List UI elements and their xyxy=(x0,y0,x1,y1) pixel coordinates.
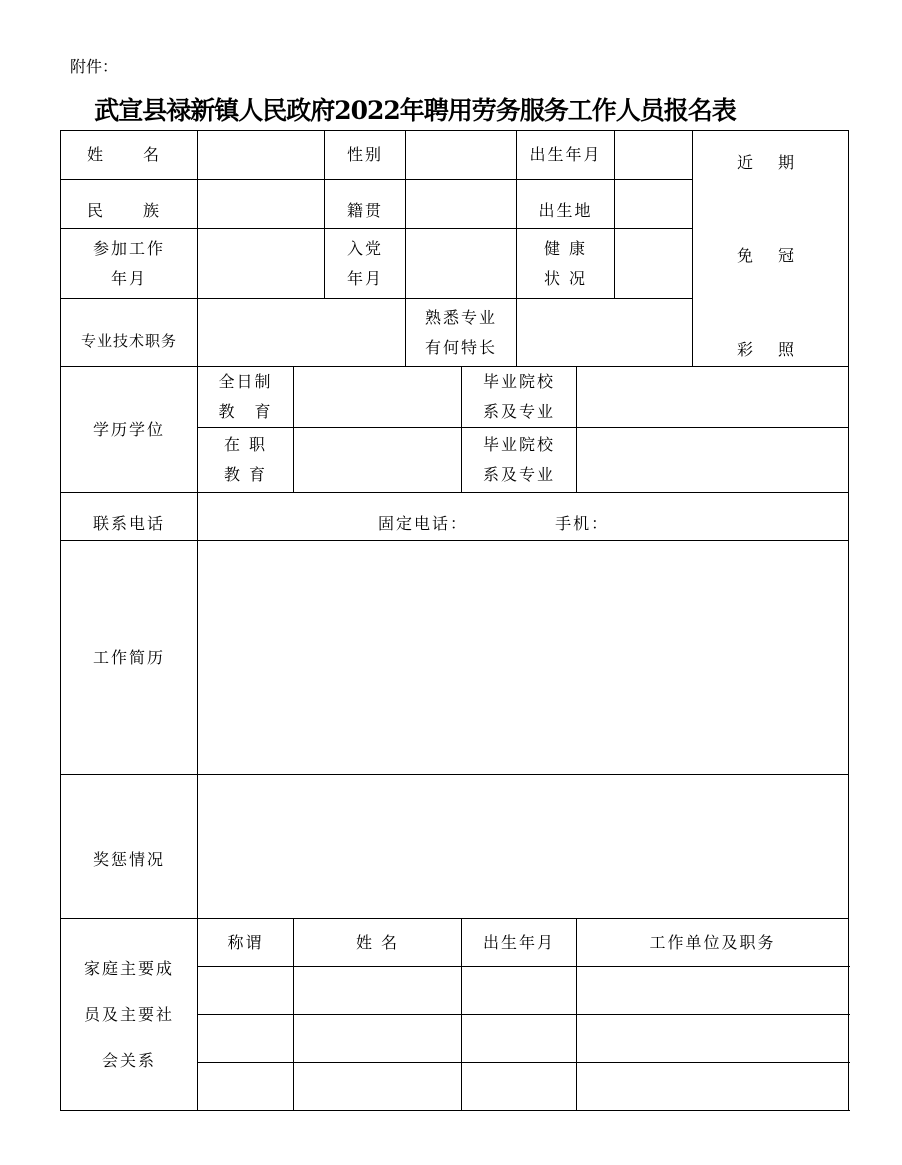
fulltime-education-label-line1: 全日制 xyxy=(218,372,273,391)
specialty-label-line1: 熟悉专业 xyxy=(424,307,497,327)
inservice-education-label xyxy=(198,428,294,493)
family-work-field[interactable] xyxy=(577,1015,849,1063)
name-label: 姓 名 xyxy=(61,131,198,180)
contact-field[interactable] xyxy=(198,493,849,541)
inservice-school-label-line1: 毕业院校 xyxy=(482,435,555,454)
health-label-line2: 状 况 xyxy=(543,268,588,288)
ethnicity-field[interactable] xyxy=(198,180,325,229)
family-relations-label-line3: 会关系 xyxy=(101,1050,156,1070)
specialty-label-line2: 有何特长 xyxy=(424,337,497,357)
family-header-relation: 称谓 xyxy=(198,919,294,967)
registration-form-table xyxy=(60,130,849,1111)
family-birth-field[interactable] xyxy=(462,1015,577,1063)
inservice-education-label-line2: 教 育 xyxy=(223,465,268,484)
inservice-school-label xyxy=(462,428,577,493)
family-relation-field[interactable] xyxy=(198,1015,294,1063)
fulltime-school-label-line2: 系及专业 xyxy=(482,402,555,421)
fulltime-school-label xyxy=(462,367,577,428)
specialty-field[interactable] xyxy=(517,299,693,367)
photo-label-line3: 彩 照 xyxy=(736,340,805,359)
fulltime-education-field[interactable] xyxy=(294,367,462,428)
birthplace-label: 出生地 xyxy=(517,180,615,229)
photo-label-line2: 免 冠 xyxy=(736,246,805,265)
fulltime-education-label xyxy=(198,367,294,428)
landline-label: 固定电话： xyxy=(378,513,469,533)
party-date-label-line1: 入党 xyxy=(346,238,383,258)
work-start-label-line1: 参加工作 xyxy=(92,238,165,258)
family-relation-field[interactable] xyxy=(198,1063,294,1111)
work-start-label xyxy=(61,229,198,299)
family-header-work: 工作单位及职务 xyxy=(577,919,849,967)
inservice-school-label-line2: 系及专业 xyxy=(482,465,555,484)
family-name-field[interactable] xyxy=(294,967,462,1015)
health-field[interactable] xyxy=(615,229,693,299)
family-header-name: 姓 名 xyxy=(294,919,462,967)
health-label-line1: 健 康 xyxy=(543,238,588,258)
family-relations-label xyxy=(61,919,198,1111)
rewards-field[interactable] xyxy=(198,775,849,919)
birthplace-field[interactable] xyxy=(615,180,693,229)
ethnicity-label: 民 族 xyxy=(61,180,198,229)
family-name-field[interactable] xyxy=(294,1063,462,1111)
professional-title-label: 专业技术职务 xyxy=(61,299,198,367)
family-work-field[interactable] xyxy=(577,967,849,1015)
rewards-label: 奖惩情况 xyxy=(61,775,198,919)
contact-label: 联系电话 xyxy=(61,493,198,541)
professional-title-field[interactable] xyxy=(198,299,406,367)
fulltime-school-label-line1: 毕业院校 xyxy=(482,372,555,391)
specialty-label xyxy=(406,299,517,367)
fulltime-school-field[interactable] xyxy=(577,367,849,428)
family-work-field[interactable] xyxy=(577,1063,849,1111)
resume-label: 工作简历 xyxy=(61,541,198,775)
photo-box-text xyxy=(693,131,848,364)
mobile-label: 手机： xyxy=(555,513,610,533)
birth-field[interactable] xyxy=(615,131,693,180)
gender-field[interactable] xyxy=(406,131,517,180)
birth-label: 出生年月 xyxy=(517,131,615,180)
party-date-label-line2: 年月 xyxy=(346,268,383,288)
family-name-field[interactable] xyxy=(294,1015,462,1063)
party-date-label xyxy=(325,229,406,299)
fulltime-education-label-line2: 教 育 xyxy=(218,402,273,421)
inservice-education-field[interactable] xyxy=(294,428,462,493)
education-label: 学历学位 xyxy=(61,367,198,493)
gender-label: 性别 xyxy=(325,131,406,180)
family-relations-label-line2: 员及主要社 xyxy=(83,1004,174,1024)
work-start-field[interactable] xyxy=(198,229,325,299)
native-place-field[interactable] xyxy=(406,180,517,229)
inservice-education-label-line1: 在 职 xyxy=(223,435,268,454)
attachment-label: 附件： xyxy=(70,57,119,76)
work-start-label-line2: 年月 xyxy=(110,268,147,288)
photo-box[interactable] xyxy=(693,131,849,367)
family-relations-label-line1: 家庭主要成 xyxy=(83,958,174,978)
family-relation-field[interactable] xyxy=(198,967,294,1015)
name-field[interactable] xyxy=(198,131,325,180)
family-header-birth: 出生年月 xyxy=(462,919,577,967)
party-date-field[interactable] xyxy=(406,229,517,299)
inservice-school-field[interactable] xyxy=(577,428,849,493)
photo-label-line1: 近 期 xyxy=(736,153,805,172)
form-title xyxy=(0,94,830,128)
form-title-text: 武宣县禄新镇人民政府2022年聘用劳务服务工作人员报名表 xyxy=(94,96,736,125)
family-birth-field[interactable] xyxy=(462,967,577,1015)
native-place-label: 籍贯 xyxy=(325,180,406,229)
family-birth-field[interactable] xyxy=(462,1063,577,1111)
health-label xyxy=(517,229,615,299)
resume-field[interactable] xyxy=(198,541,849,775)
